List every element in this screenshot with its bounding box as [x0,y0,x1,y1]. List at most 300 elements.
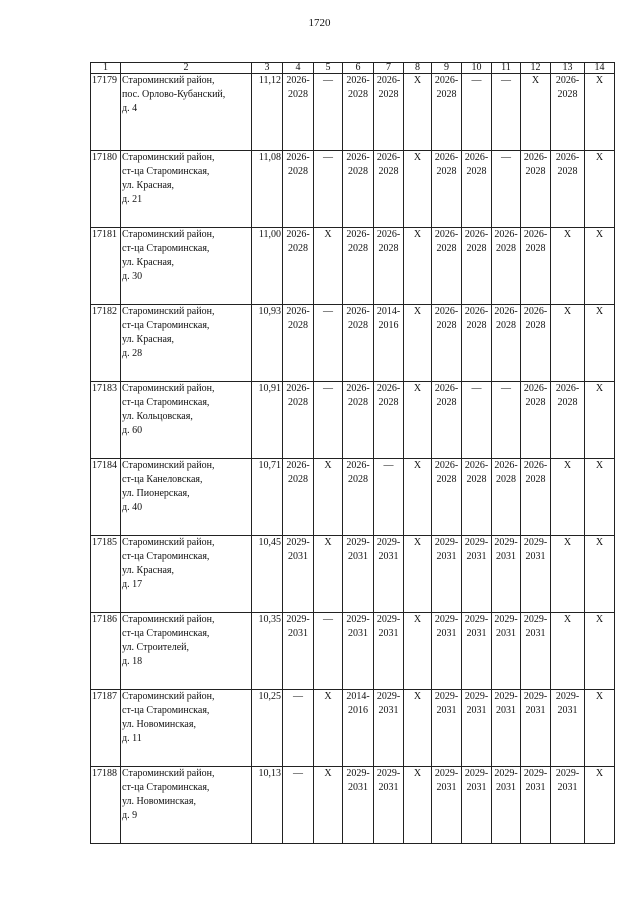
period-cell-c6 [343,536,374,613]
period-text: 2029- [555,768,580,779]
address-line: д. 18 [122,656,143,667]
period-text: 2028 [525,166,546,177]
period-text: X [324,229,332,240]
period-text: X [595,383,604,394]
period-cell-c12 [521,305,551,382]
period-cell-c6 [343,74,374,151]
address-line: д. 30 [122,271,143,282]
period-cell-c14 [585,767,615,844]
period-cell-c11 [492,459,521,536]
period-cell-c4 [283,228,314,305]
period-cell-c12 [521,228,551,305]
period-text: X [595,460,604,471]
table-row [91,74,615,151]
period-text: 2028 [436,89,457,100]
period-cell-c9 [432,228,462,305]
value-cell: 10,71 [252,459,283,536]
period-cell-c8 [404,690,432,767]
record-number-cell: 17181 [91,228,121,305]
period-text: 2029- [346,768,370,779]
period-text: 2029- [494,537,518,548]
period-text: 2031 [525,705,546,716]
table-row [91,690,615,767]
period-text: 2031 [496,782,516,793]
table-row [91,228,615,305]
period-cell-c14 [585,459,615,536]
period-cell-c12 [521,690,551,767]
period-text: 2031 [436,551,457,562]
column-header: 2 [121,63,252,74]
period-text: — [323,152,333,163]
period-text: — [323,306,333,317]
period-cell-c13 [551,228,585,305]
period-cell-c10 [462,690,492,767]
period-cell-c5 [314,767,343,844]
period-text: 2028 [288,320,308,331]
period-text: 2028 [466,320,487,331]
address-line: ст-ца Староминская, [122,705,210,716]
period-text: 2026- [346,152,370,163]
period-cell-c6 [343,305,374,382]
period-cell-c10 [462,151,492,228]
period-text: 2028 [557,166,578,177]
period-text: X [413,768,422,779]
period-cell-c6 [343,613,374,690]
record-number-cell: 17180 [91,151,121,228]
period-cell-c6 [343,767,374,844]
period-text: X [563,460,572,471]
period-text: 2029- [376,537,401,548]
address-line: ст-ца Староминская, [122,397,210,408]
period-text: 2028 [348,397,368,408]
period-cell-c10 [462,536,492,613]
period-cell-c7 [374,74,404,151]
record-number-cell: 17187 [91,690,121,767]
period-cell-c5 [314,536,343,613]
record-number-cell: 17185 [91,536,121,613]
period-text: 2029- [464,614,489,625]
period-text: X [595,306,604,317]
period-cell-c5 [314,74,343,151]
period-text: X [595,152,604,163]
period-text: 2026- [286,460,310,471]
period-text: 2026- [376,75,401,86]
period-text: X [413,460,422,471]
period-text: 2031 [436,628,457,639]
period-text: 2014- [346,691,370,702]
period-text: 2026- [494,229,518,240]
period-text: X [563,614,572,625]
period-cell-c6 [343,382,374,459]
period-cell-c5 [314,613,343,690]
value-cell: 10,25 [252,690,283,767]
period-cell-c12 [521,459,551,536]
period-text: 2029- [494,691,518,702]
period-cell-c4 [283,690,314,767]
period-cell-c9 [432,382,462,459]
period-text: 2026- [346,75,370,86]
period-text: 2026- [346,306,370,317]
period-text: 2026- [286,229,310,240]
period-text: 2028 [496,243,516,254]
column-header: 5 [314,63,343,74]
address-cell [121,536,252,613]
period-text: 2028 [288,397,308,408]
address-line: д. 17 [122,579,143,590]
table-row [91,767,615,844]
period-text: X [563,537,572,548]
address-line: ул. Красная, [122,565,174,576]
period-cell-c14 [585,228,615,305]
period-text: X [531,75,540,86]
address-line: ул. Новоминская, [122,719,196,730]
address-line: Староминский район, [122,306,215,317]
period-text: 2029- [555,691,580,702]
address-line: ст-ца Староминская, [122,628,210,639]
address-line: ст-ца Староминская, [122,551,210,562]
period-text: 2029- [286,614,310,625]
period-text: 2028 [348,89,368,100]
period-text: 2026- [464,152,489,163]
period-cell-c7 [374,382,404,459]
period-text: X [413,537,422,548]
address-cell [121,690,252,767]
column-header: 11 [492,63,521,74]
period-text: X [413,691,422,702]
period-text: 2031 [557,705,578,716]
period-cell-c14 [585,690,615,767]
address-cell [121,613,252,690]
address-line: Староминский район, [122,537,215,548]
period-text: 2026- [494,460,518,471]
period-text: 2028 [378,166,399,177]
period-text: X [413,152,422,163]
column-header: 8 [404,63,432,74]
column-header: 7 [374,63,404,74]
period-text: 2031 [378,782,399,793]
period-text: 2026- [434,75,459,86]
period-cell-c12 [521,767,551,844]
period-cell-c11 [492,74,521,151]
period-cell-c4 [283,767,314,844]
table-row [91,613,615,690]
period-text: 2031 [525,782,546,793]
period-cell-c4 [283,305,314,382]
record-number-cell: 17183 [91,382,121,459]
period-text: 2026- [286,306,310,317]
period-text: 2029- [494,614,518,625]
period-text: 2031 [496,551,516,562]
period-text: X [595,75,604,86]
period-text: X [324,537,332,548]
period-cell-c9 [432,74,462,151]
period-cell-c4 [283,74,314,151]
period-cell-c5 [314,151,343,228]
period-cell-c5 [314,382,343,459]
period-text: — [471,75,482,86]
period-cell-c12 [521,382,551,459]
period-text: 2028 [496,474,516,485]
period-text: 2031 [496,705,516,716]
address-line: д. 40 [122,502,143,513]
period-text: 2029- [434,691,459,702]
period-text: 2028 [466,243,487,254]
period-cell-c8 [404,228,432,305]
period-cell-c10 [462,767,492,844]
period-cell-c10 [462,613,492,690]
table-row [91,382,615,459]
period-text: 2029- [346,537,370,548]
period-text: 2016 [348,705,368,716]
period-cell-c5 [314,459,343,536]
period-text: 2029- [434,614,459,625]
period-text: 2029- [523,537,548,548]
address-line: Староминский район, [122,768,215,779]
record-number-cell: 17182 [91,305,121,382]
period-text: 2026- [434,383,459,394]
period-cell-c13 [551,613,585,690]
period-cell-c6 [343,690,374,767]
period-text: — [323,614,333,625]
address-line: ст-ца Староминская, [122,782,210,793]
period-text: 2026- [286,75,310,86]
period-text: 2031 [466,782,487,793]
column-header: 3 [252,63,283,74]
period-cell-c10 [462,305,492,382]
period-text: 2031 [466,551,487,562]
value-cell: 10,93 [252,305,283,382]
period-text: 2028 [525,474,546,485]
address-cell [121,74,252,151]
period-cell-c11 [492,613,521,690]
period-text: 2028 [557,89,578,100]
address-cell [121,459,252,536]
record-number-cell: 17188 [91,767,121,844]
value-cell: 10,35 [252,613,283,690]
address-line: Староминский район, [122,460,215,471]
period-text: 2026- [523,152,548,163]
period-text: 2028 [466,474,487,485]
period-cell-c4 [283,151,314,228]
address-line: Староминский район, [122,614,215,625]
period-cell-c13 [551,767,585,844]
period-text: X [595,768,604,779]
value-cell: 11,12 [252,74,283,151]
period-cell-c6 [343,151,374,228]
period-text: 2028 [348,243,368,254]
period-cell-c14 [585,151,615,228]
period-text: 2031 [436,705,457,716]
period-cell-c13 [551,305,585,382]
period-text: 2029- [376,614,401,625]
period-cell-c13 [551,151,585,228]
period-cell-c10 [462,382,492,459]
address-line: д. 11 [122,733,142,744]
period-cell-c11 [492,382,521,459]
period-text: 2029- [464,537,489,548]
address-line: Староминский район, [122,383,215,394]
period-text: 2031 [378,551,399,562]
period-cell-c5 [314,305,343,382]
period-cell-c12 [521,613,551,690]
period-text: X [563,306,572,317]
period-text: — [323,383,333,394]
period-text: — [471,383,482,394]
period-text: 2031 [348,782,368,793]
period-cell-c14 [585,305,615,382]
period-text: 2031 [466,705,487,716]
address-line: д. 60 [122,425,143,436]
period-text: 2026- [346,229,370,240]
column-header: 9 [432,63,462,74]
period-cell-c13 [551,690,585,767]
period-text: 2026- [434,229,459,240]
period-text: X [413,383,422,394]
period-text: 2028 [436,320,457,331]
address-cell [121,151,252,228]
period-cell-c11 [492,767,521,844]
period-text: 2028 [378,89,399,100]
period-cell-c9 [432,536,462,613]
period-text: 2028 [557,397,578,408]
period-cell-c13 [551,74,585,151]
period-text: X [595,691,604,702]
period-cell-c12 [521,74,551,151]
period-text: X [595,537,604,548]
period-text: 2029- [464,768,489,779]
period-text: 2026- [434,460,459,471]
period-text: 2029- [346,614,370,625]
address-line: ст-ца Староминская, [122,320,210,331]
period-cell-c7 [374,613,404,690]
period-text: 2026- [464,306,489,317]
period-text: 2028 [288,89,308,100]
period-text: 2029- [376,768,401,779]
period-text: X [595,614,604,625]
period-text: X [324,768,332,779]
period-text: — [383,460,394,471]
address-line: ст-ца Староминская, [122,166,210,177]
period-cell-c8 [404,613,432,690]
period-text: 2026- [376,152,401,163]
period-text: 2029- [286,537,310,548]
address-line: д. 21 [122,194,143,205]
period-cell-c14 [585,74,615,151]
period-text: 2026- [523,460,548,471]
period-cell-c11 [492,305,521,382]
period-text: 2028 [436,397,457,408]
period-text: 2031 [378,705,399,716]
period-cell-c6 [343,228,374,305]
period-cell-c14 [585,382,615,459]
column-header: 4 [283,63,314,74]
period-cell-c11 [492,228,521,305]
period-cell-c9 [432,305,462,382]
period-cell-c8 [404,305,432,382]
period-text: 2028 [525,397,546,408]
period-text: 2026- [464,460,489,471]
address-line: ул. Красная, [122,334,174,345]
period-text: 2031 [288,551,308,562]
table-body [91,74,615,844]
period-text: 2026- [555,75,580,86]
value-cell: 11,00 [252,228,283,305]
address-line: ул. Новоминская, [122,796,196,807]
period-text: 2026- [523,229,548,240]
period-text: X [324,691,332,702]
period-text: 2028 [378,243,399,254]
value-cell: 10,45 [252,536,283,613]
period-cell-c13 [551,459,585,536]
period-cell-c10 [462,459,492,536]
table-row [91,459,615,536]
page-number: 1720 [308,17,331,29]
address-line: ул. Пионерская, [122,488,190,499]
period-cell-c8 [404,74,432,151]
address-cell [121,228,252,305]
address-line: ст-ца Канеловская, [122,474,203,485]
period-cell-c5 [314,690,343,767]
column-header: 1 [91,63,121,74]
period-text: — [293,768,303,779]
period-text: 2026- [523,383,548,394]
period-text: 2028 [525,243,546,254]
period-text: 2028 [378,397,399,408]
column-number-row [91,63,615,74]
period-text: 2028 [348,166,368,177]
period-cell-c6 [343,459,374,536]
period-text: 2028 [436,243,457,254]
period-text: X [413,614,422,625]
period-text: 2028 [466,166,487,177]
period-cell-c11 [492,536,521,613]
period-text: 2028 [525,320,546,331]
period-cell-c10 [462,228,492,305]
period-cell-c7 [374,690,404,767]
period-text: 2029- [434,768,459,779]
period-cell-c8 [404,151,432,228]
register-table [90,62,615,844]
period-text: — [501,152,511,163]
period-cell-c7 [374,151,404,228]
period-text: 2031 [525,551,546,562]
period-cell-c13 [551,382,585,459]
period-text: — [501,383,511,394]
period-text: 2016 [378,320,399,331]
period-text: 2026- [346,383,370,394]
address-line: д. 28 [122,348,143,359]
period-text: X [324,460,332,471]
period-text: 2031 [525,628,546,639]
period-cell-c9 [432,767,462,844]
period-cell-c8 [404,767,432,844]
period-text: 2026- [434,152,459,163]
period-text: 2026- [376,383,401,394]
column-header: 10 [462,63,492,74]
period-text: 2026- [555,383,580,394]
period-cell-c11 [492,690,521,767]
period-text: 2026- [286,152,310,163]
address-line: ст-ца Староминская, [122,243,210,254]
period-text: 2026- [434,306,459,317]
period-text: 2014- [376,306,401,317]
period-cell-c8 [404,382,432,459]
period-cell-c14 [585,613,615,690]
period-text: X [595,229,604,240]
period-text: 2031 [348,628,368,639]
period-text: 2026- [286,383,310,394]
record-number-cell: 17184 [91,459,121,536]
